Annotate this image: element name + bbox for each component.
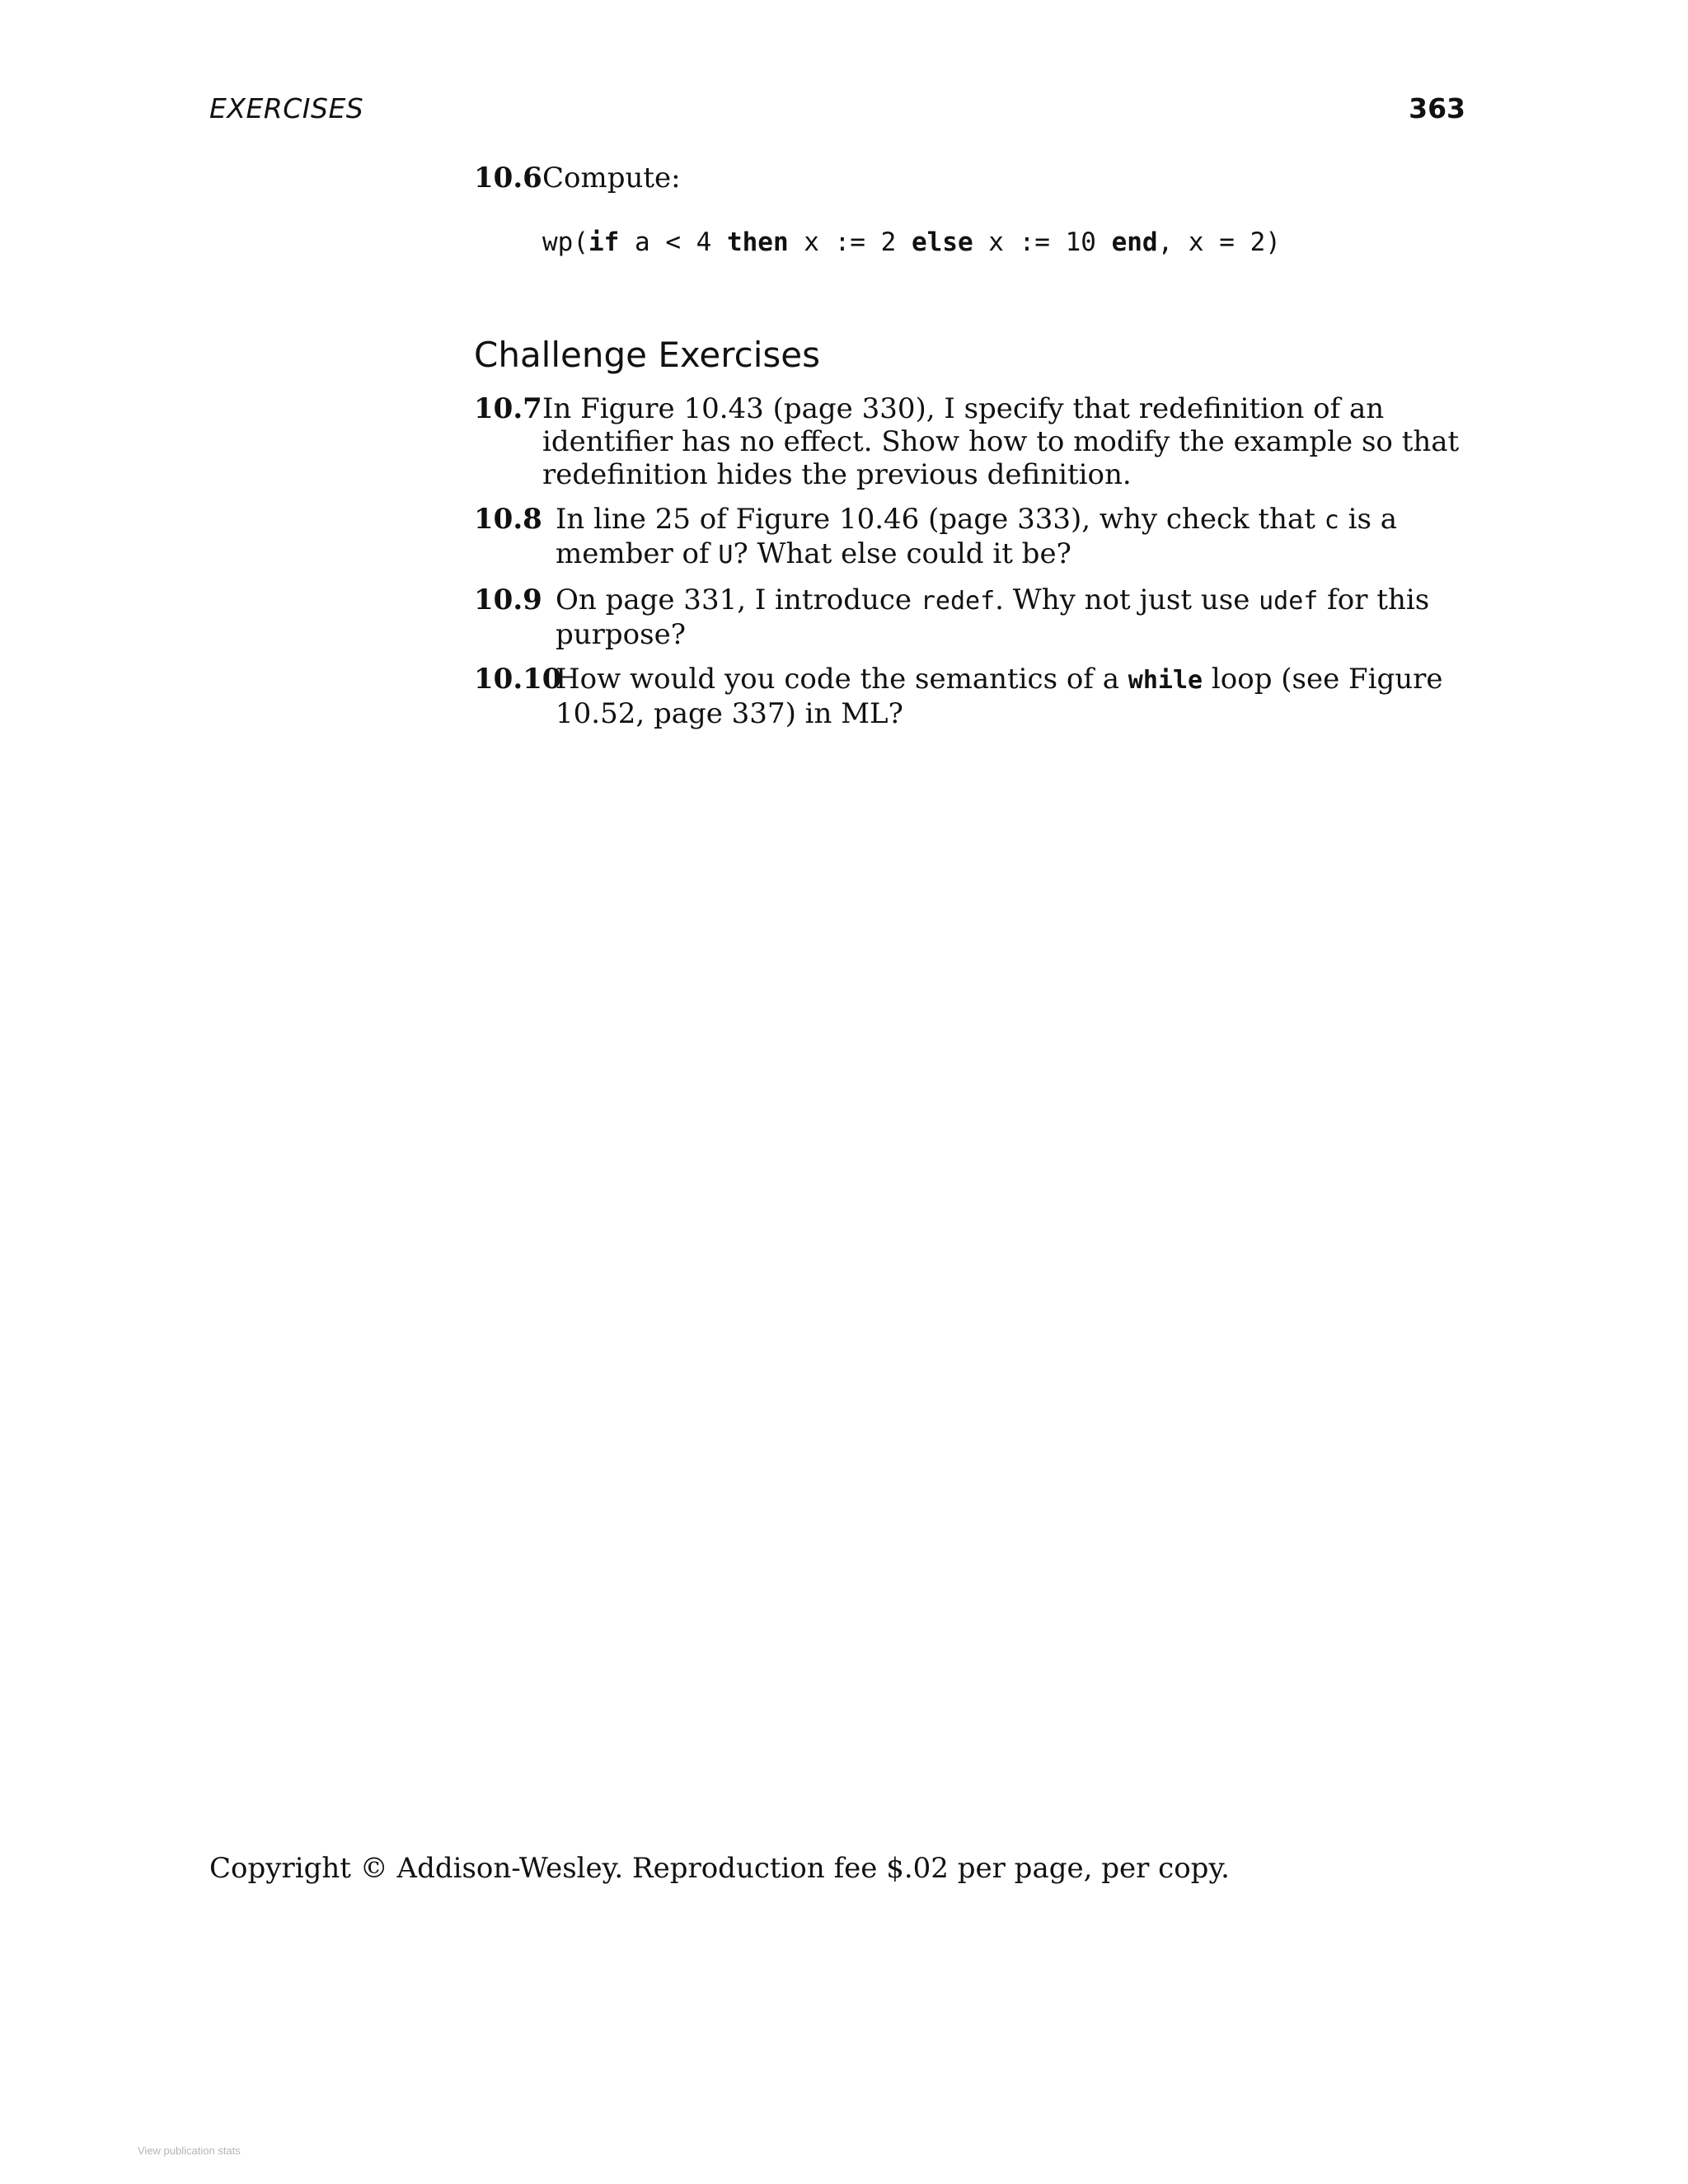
exercise-10-10 [474, 663, 1471, 730]
page-number: 363 [1409, 92, 1465, 124]
exercise-10-8 [474, 503, 1471, 572]
exercise-text: How would you code the semantics of a while loop (see Figure 10.52, page 337) in ML? [556, 663, 1443, 730]
copyright-notice: Copyright © Addison-Wesley. Reproduction fee $.02 per page, per copy. [209, 1852, 1230, 1885]
exercise-number: 10.6 [474, 162, 542, 194]
exercise-10-7 [474, 392, 1471, 491]
exercise-10-9 [474, 583, 1471, 651]
inline-code: redef [920, 587, 996, 616]
code-block: wp(if a < 4 then x := 2 else x := 10 end, x = 2) [542, 227, 1281, 257]
exercise-10-6 [474, 162, 1471, 194]
challenge-exercise-list [474, 392, 1471, 730]
running-head: EXERCISES [209, 92, 364, 124]
inline-code: while [1128, 666, 1203, 695]
exercise-number: 10.9 [474, 583, 542, 616]
exercise-prompt: Compute: [542, 162, 681, 194]
section-heading: Challenge Exercises [474, 335, 820, 375]
exercise-number: 10.10 [474, 663, 562, 696]
inline-code: U [718, 541, 734, 569]
exercise-number: 10.8 [474, 503, 542, 536]
inline-code: c [1324, 506, 1339, 535]
page-content [474, 162, 1471, 742]
exercise-number: 10.7 [474, 392, 542, 425]
exercise-text: In line 25 of Figure 10.46 (page 333), why check that c is a member of U? What else could it be? [556, 503, 1397, 570]
inline-code: udef [1259, 587, 1319, 616]
exercise-text: On page 331, I introduce redef. Why not just use udef for this purpose? [556, 583, 1430, 651]
publication-stats-link[interactable]: View publication stats [138, 2144, 241, 2157]
exercise-text: In Figure 10.43 (page 330), I specify that redefinition of an identifier has no effect. Show how to modify the example so that redefinition hides the previous definition. [542, 392, 1460, 491]
